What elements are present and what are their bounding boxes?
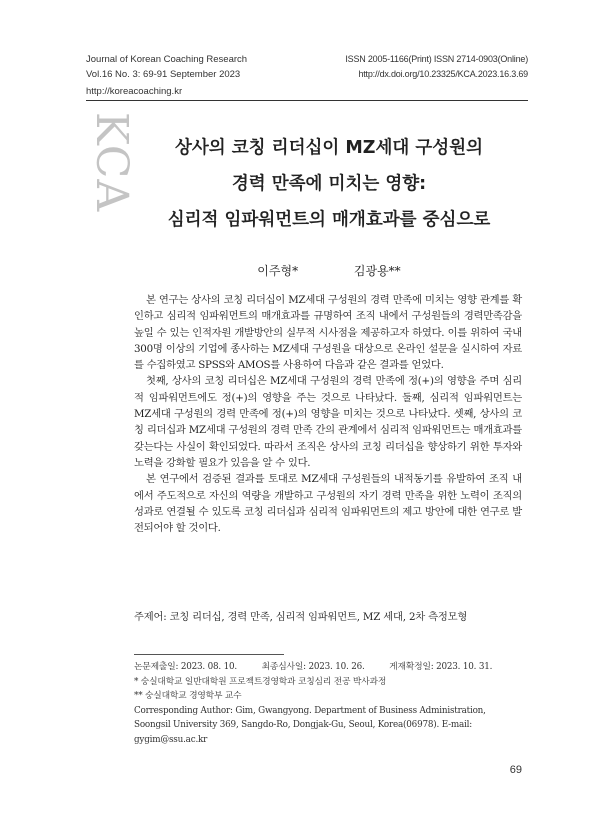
- journal-info: [86, 52, 247, 82]
- author-1: 이주형*: [257, 264, 299, 278]
- page-number: 69: [509, 764, 522, 776]
- journal-identifiers: [345, 52, 528, 82]
- doi-link[interactable]: http://dx.doi.org/10.23325/KCA.2023.16.3.69: [358, 69, 528, 79]
- issn: ISSN 2005-1166(Print) ISSN 2714-0903(Online): [345, 54, 528, 64]
- abstract: [134, 292, 522, 536]
- journal-name: Journal of Korean Coaching Research: [86, 54, 248, 65]
- kca-logo: [86, 112, 137, 232]
- title-line-3: 심리적 임파워먼트의 매개효과를 중심으로: [167, 210, 491, 230]
- author-2: 김광용**: [353, 264, 401, 278]
- received-date: 논문제출일: 2023. 08. 10.: [134, 662, 238, 672]
- paper-title: [130, 130, 528, 238]
- journal-volume: Vol.16 No. 3: 69-91 September 2023: [86, 69, 241, 80]
- title-line-2: 경력 만족에 미치는 영향:: [231, 174, 427, 194]
- kca-logo-text: KCA: [86, 112, 137, 213]
- submission-dates: [134, 660, 522, 675]
- footnote-divider: [134, 654, 284, 655]
- author-list: [130, 262, 528, 279]
- abstract-paragraph-2: 첫째, 상사의 코칭 리더십은 MZ세대 구성원의 경력 만족에 정(+)의 영향을 주며 심리적 임파워먼트에도 정(+)의 영향을 주는 것으로 나타났다. 둘째, 심리적 임파워먼트는 MZ세대 구성원의 경력 만족에 정(+)의 영향을 미치는 것으로 나타났다. 셋째, 상사의 코칭 리더십과 MZ세대 구성원의 경력 만족 간의 관계에서 심리적 임파워먼트는 매개효과를 갖는다는 사실이 확인되었다. 따라서 조직은 상사의 코칭 리더십을 향상하기 위한 투자와 노력을 강화할 필요가 있음을 알 수 있다.: [134, 375, 522, 469]
- abstract-paragraph-3: 본 연구에서 검증된 결과를 토대로 MZ세대 구성원들의 내적동기를 유발하여 조직 내에서 주도적으로 자신의 역량을 개발하고 구성원의 자기 경력 만족을 위한 노력이 조직의 성과로 연결될 수 있도록 코칭 리더십과 심리적 임파워먼트의 제고 방안에 대한 연구로 발전되어야 할 것이다.: [134, 473, 522, 535]
- accepted-date: 게재확정일: 2023. 10. 31.: [389, 662, 493, 672]
- abstract-paragraph-1: 본 연구는 상사의 코칭 리더십이 MZ세대 구성원의 경력 만족에 미치는 영향 관계를 확인하고 심리적 임파워먼트의 매개효과를 규명하여 조직 내에서 구성원들의 경력만족감을 높일 수 있는 인적자원 개발방안의 실무적 시사점을 제공하고자 하였다. 이를 위하여 국내 300명 이상의 기업에 종사하는 MZ세대 구성원을 대상으로 온라인 설문을 실시하여 자료를 수집하였고 SPSS와 AMOS를 사용하여 다음과 같은 결과를 얻었다.: [134, 294, 522, 372]
- header-divider: [86, 100, 528, 101]
- corresponding-author: Corresponding Author: Gim, Gwangyong. Department of Business Administration, Soongsil University 369, Sangdo-Ro, Dongjak-Gu, Seoul, Korea(06978). E-mail: gygim@ssu.ac.kr: [134, 705, 486, 745]
- footnotes: [134, 660, 522, 748]
- keywords: 주제어: 코칭 리더십, 경력 만족, 심리적 임파워먼트, MZ 세대, 2차 측정모형: [134, 611, 468, 623]
- author-1-affiliation: * 숭실대학교 일반대학원 프로젝트경영학과 코칭심리 전공 박사과정: [134, 676, 387, 687]
- title-line-1: 상사의 코칭 리더십이 MZ세대 구성원의: [174, 138, 484, 158]
- reviewed-date: 최종심사일: 2023. 10. 26.: [261, 662, 365, 672]
- journal-url[interactable]: http://koreacoaching.kr: [86, 86, 183, 97]
- author-2-affiliation: ** 숭실대학교 경영학부 교수: [134, 691, 242, 702]
